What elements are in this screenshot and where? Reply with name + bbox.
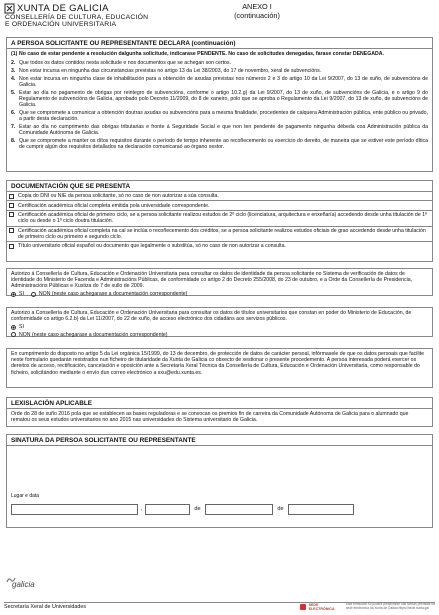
radio-no[interactable] — [31, 292, 36, 297]
document-text: Certificación académica oficial completa emitida pola universidade correspondente. — [18, 202, 210, 209]
sede-label: SEDE ELECTRÓNICA — [308, 603, 335, 611]
item-text: Estar ao día no pagamento de obrigas por reintegro de subvencións, conforme o artigo 10.2.g) da Lei 9/2007, do 13 de xuño, de subvencións de Galicia, e o artigo 9 do Regulamento de subvencións de Galicia, aprobado polo Decreto 11/2009, do 8 de xaneiro, polo que se aproba o Regulamento da Lei 9/2007, do 13 de xuño, de subvencións de Galicia. — [19, 89, 428, 109]
annex-title: ANEXO I — [242, 2, 272, 11]
document-row — [7, 242, 432, 251]
declaration-title: A PERSOA SOLICITANTE OU REPRESENTANTE DECLARA (continuación) — [7, 38, 432, 49]
place-field[interactable] — [11, 504, 138, 515]
radio-yes-label: SI — [19, 323, 24, 330]
declaration-list — [7, 49, 432, 154]
declaration-item — [11, 60, 428, 66]
authorization-titles-section — [6, 307, 433, 337]
de-separator-2: de — [277, 506, 284, 512]
authorization-titles-text: Autorizo a Consellería de Cultura, Educación e Ordenación Universitaria para consultar os datos de títulos universitarios que constan en poder do Ministerio de Educación, de conformidade co artigo 6.2.b) da Lei 11/2007, do 22 de xuño, de acceso electrónico dos cidadáns aos servizos públicos. — [11, 310, 412, 323]
day-field[interactable] — [145, 504, 190, 515]
declaration-item — [11, 76, 428, 88]
radio-no[interactable] — [11, 332, 16, 337]
document-checkbox[interactable] — [9, 194, 14, 199]
document-row — [7, 192, 432, 201]
item-number: (1) — [11, 51, 18, 57]
document-checkbox[interactable] — [9, 228, 14, 233]
logo-subtitle-1: CONSELLERÍA DE CULTURA, EDUCACIÓN — [5, 14, 149, 21]
item-text: Estar ao día no cumprimento das obrigas tributarias e fronte á Seguridade Social e que non ten pendente de pagamento ningunha débeda coa Administración pública da Comunidade Autónoma de Galicia. — [19, 124, 428, 137]
item-text: Que se compromete a manter os dítos requisitos durante o período de tempo inherente ao recoñecemento ou exercicio do dereito, de maneira que se estiver este período dítica de cumprir algún dos requisitos detallados na declaración comunicaraó ao órgano xestor. — [19, 138, 428, 151]
month-field[interactable] — [205, 504, 273, 515]
item-text: No caso de estar pendente a resolución dalgunha solicitude, indicarase PENDENTE. No caso de solicitudes denegadas, farase constar DENEGADA. — [19, 51, 384, 57]
document-row — [7, 227, 432, 243]
item-number: 4. — [11, 75, 16, 82]
de-separator-1: de — [194, 506, 201, 512]
item-number: 2. — [11, 60, 16, 67]
declaration-item — [11, 138, 428, 150]
item-number: 3. — [11, 68, 16, 74]
document-row — [7, 211, 432, 227]
item-number: 6. — [11, 110, 16, 116]
documents-title: DOCUMENTACIÓN QUE SE PRESENTA — [7, 181, 432, 192]
legislation-text: Orde do 28 de xuño 2016 pola que se establecen as bases reguladoras e se convocan os premios fin de carreira da Comunidade Autónoma de Galicia para o alumnado que rematou os seus estudos universitarios no ano 2015 nas universidades do Sistema universitario de Galicia. — [11, 411, 409, 424]
secretaria-label: Secretaría Xeral de Universidades — [4, 604, 87, 610]
legislation-title: LEXISLACIÓN APLICABLE — [7, 398, 432, 409]
page-footer — [0, 566, 439, 615]
document-checkbox[interactable] — [9, 244, 14, 249]
signature-section — [6, 434, 433, 528]
item-text: Que todos os datos contidos nesta solicitude e nos documentos que se achegan son certos. — [19, 60, 231, 67]
documents-section — [6, 180, 433, 262]
document-text: Certificación académica oficial completa na cal se inclúa o recoñecemento dos créditos, se a persoa solicitante realizou estudos oficiais de grao accedendo desde unha titulación de primeiro ciclo ou primeiro e segundo ciclo. — [18, 227, 426, 240]
declaration-section — [6, 37, 433, 172]
document-text: Certificación académica oficial de primeiro ciclo, se a persoa solicitante realizou estudos de 2º ciclo (licenciatura, arquitectura e enxeñaría) accedendo desde unha titulación de 1º ciclo ou desde o 1º ciclo doutra titulación. — [18, 212, 427, 225]
authorization-identity-text: Autorizo á Consellería de Cultura, Educación e Ordenación Universitaria para consultar os datos de identidade da persoa solicitante no Sistema de verificación de datos de identidade do Ministerio de Facenda e Administracións Públicas, de conformidade co artigo 2 do Decreto 255/2008, do 23 de outubro, e a Orde da Consellería de Presidencia, Administracións Públicas e Xustiza do 7 de xullo de 2009. — [11, 271, 413, 290]
document-text: Copia do DNI ou NIE da persoa solicitante, só no caso de non autorizar a súa consulta. — [18, 193, 219, 200]
annex-subtitle: (continuación) — [234, 10, 280, 20]
document-checkbox[interactable] — [9, 203, 14, 208]
item-text: Non estar incursa en ningunha das circunstancias previstas no artigo 13 da Lei 38/2003, do 17 de novembro, xeral de subvencións. — [19, 68, 322, 74]
authorization-identity-options — [11, 291, 428, 297]
xunta-logo — [4, 3, 204, 29]
comma-separator: , — [140, 506, 143, 512]
item-number: 8. — [11, 138, 16, 144]
item-number: 5. — [11, 89, 16, 96]
item-text: Que se compromete a comunicar a obtención doutras axudas ou subvencións para a mesma finalidade, procedentes de calquera Administración pública, ente público ou privado, a partir desta declaración. — [19, 110, 428, 123]
radio-no-label: NON (neste caso achegarase a documentación correspondente) — [19, 331, 168, 338]
declaration-item — [11, 90, 428, 109]
page-header — [4, 3, 435, 37]
annex-heading — [222, 3, 292, 20]
logo-subtitle-2: E ORDENACIÓN UNIVERSITARIA — [5, 21, 117, 29]
document-checkbox[interactable] — [9, 212, 14, 217]
xunta-crest-icon — [4, 3, 15, 14]
signature-title: SINATURA DA PERSOA SOLICITANTE OU REPRESENTANTE — [7, 435, 432, 446]
authorization-identity-section — [6, 268, 433, 296]
declaration-item — [11, 110, 428, 122]
document-text: Título universitario oficial español ou documento que legalmente o substitúa, só no caso de non autorizar a consulta. — [18, 243, 286, 250]
radio-yes[interactable] — [11, 325, 16, 330]
authorization-titles-options-no — [11, 332, 428, 338]
document-row — [7, 201, 432, 210]
logo-title: XUNTA DE GALICIA — [17, 3, 109, 14]
place-date-row — [11, 503, 431, 515]
item-text: Non estar incursa en ningunha clase de inhabilitación para a obtención de axudas previstas nos números 2 e 3 do artigo 10 da Lei 9/2007, do 13 de xuño, de subvencións de Galicia. — [19, 75, 428, 88]
legislation-section — [6, 397, 433, 427]
declaration-item — [11, 124, 428, 136]
declaration-item — [11, 51, 428, 57]
sede-icon — [300, 604, 306, 610]
radio-yes[interactable] — [11, 292, 16, 297]
sede-electronica — [300, 603, 439, 611]
galicia-logo: galicia — [12, 580, 35, 589]
sede-note: Este formulario só poderá presentarse nas formas previstas na sede electrónica da Xunta de Galicia https://sede.xunta.gal — [345, 602, 435, 610]
item-number: 7. — [11, 124, 16, 130]
data-protection-text: En cumprimento do disposto no artigo 5 da Lei orgánica 15/1999, do 13 de decembro, de protección de datos de carácter persoal, infórmasele de que os datos persoais que facilite neste formulario quedarán rexistrados nun ficheiro de titularidade da Xunta de Galicia co obxecto de xestionar o presente procedemento. A persoa interesada poderá exercer os dereitos de acceso, rectificación, cancelación e oposición ante a Secretaría Xeral Técnica da Consellería de Cultura, Educación e Ordenación Universitaria, como responsable do ficheiro, solicitándoo mediante o envío dun correo electrónico a sxu@edu.xunta.es. — [11, 351, 424, 376]
radio-no-label: NON (neste caso achegarase a documentación correspondente) — [38, 291, 188, 298]
declaration-item — [11, 68, 428, 74]
data-protection-section — [6, 348, 433, 388]
authorization-titles-options — [11, 324, 428, 330]
year-field[interactable] — [288, 504, 354, 515]
radio-yes-label: SI — [19, 291, 24, 298]
place-date-label: Lugar e data — [11, 493, 40, 499]
